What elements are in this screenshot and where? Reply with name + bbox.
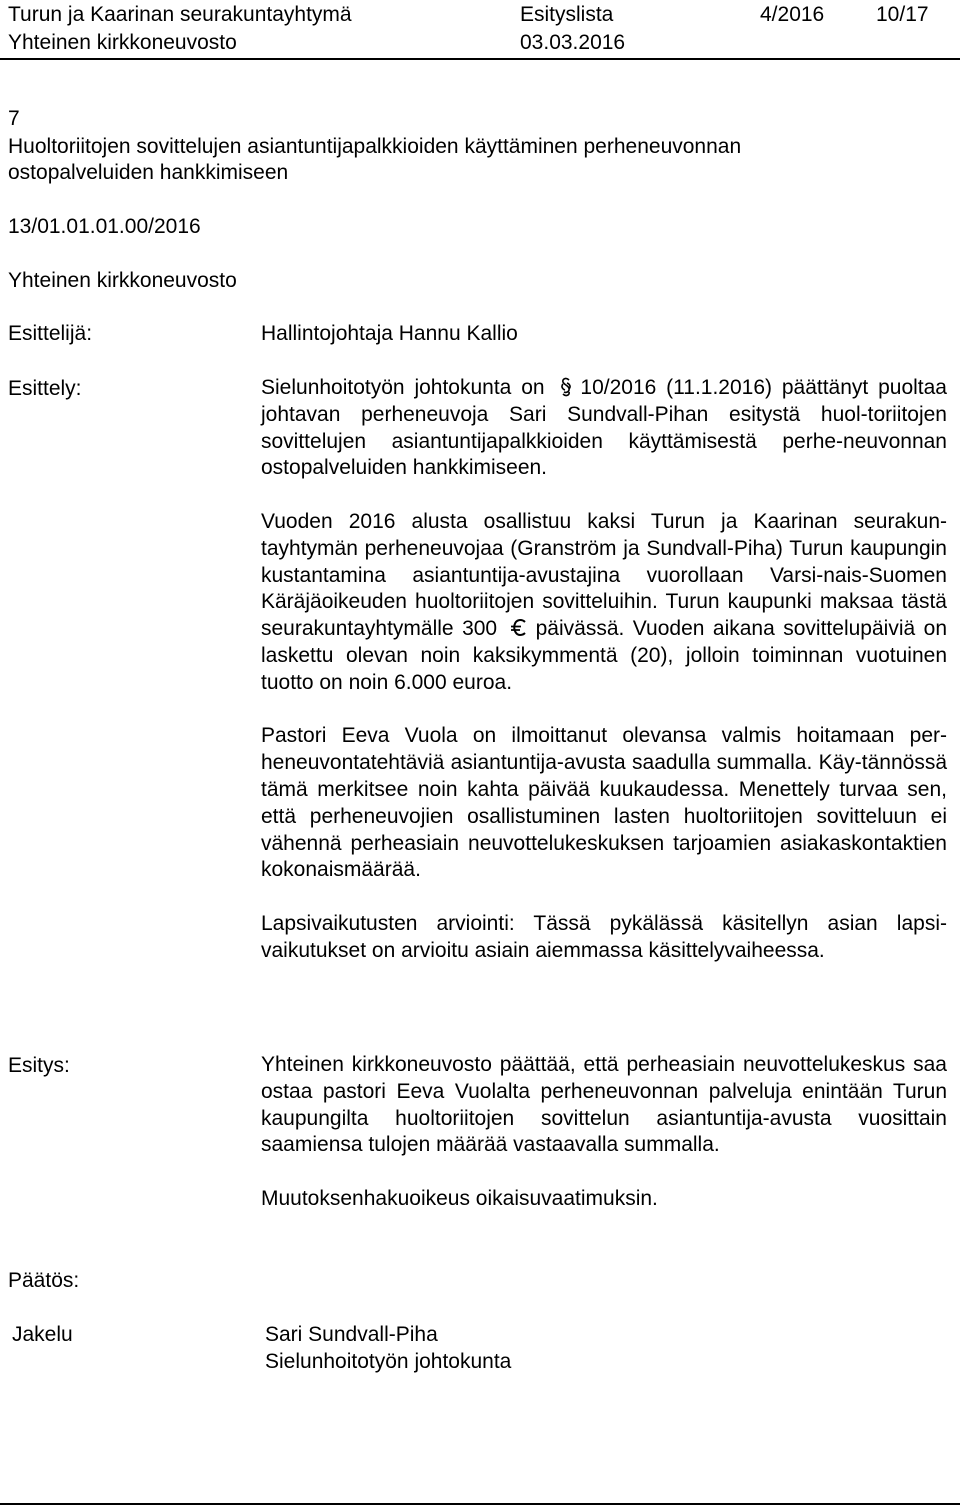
section-title-line2: ostopalveluiden hankkimiseen — [8, 161, 289, 184]
section-title-line1: Huoltoriitojen sovittelujen asiantuntijapalkkioiden käyttäminen perheneuvonnan — [8, 135, 742, 158]
header-page: 10/17 — [876, 3, 929, 26]
proposal-paragraph-2: Muutoksenhakuoikeus oikaisuvaatimuksin. — [261, 1186, 658, 1210]
presenter-value: Hallintojohtaja Hannu Kallio — [261, 322, 518, 345]
header-date: 03.03.2016 — [520, 31, 626, 54]
distribution-line2: Sielunhoitotyön johtokunta — [265, 1350, 512, 1373]
presentation-paragraph-2 — [261, 509, 947, 697]
decision-label: Päätös: — [8, 1269, 80, 1292]
presentation-text — [261, 375, 947, 965]
presentation-p1-start: Sielunhoitotyön johtokunta on — [261, 376, 545, 399]
presentation-paragraph-1 — [261, 375, 947, 482]
header-rule — [0, 58, 960, 60]
presentation-p2-start: Vuoden 2016 alusta osallistuu kaksi Turun ja Kaarinan seurakun-tayhtymän perheneuvojaa (Granström ja Sundvall-Piha) Turun kaupungin kustantamina asiantuntija-avustajina vuorollaan Varsi-nais-Suomen Käräjäoikeuden huoltoriitojen sovitteluihin. Turun kaupunki maksaa tästä seurakuntayhtymälle 300 — [261, 509, 947, 641]
section-number: 7 — [8, 107, 20, 130]
presentation-p2-end: päivässä. Vuoden aikana sovittelupäiviä on laskettu olevan noin kaksikymmentä (20), jolloin toiminnan vuotuinen tuotto on noin 6.000 euroa. — [261, 617, 947, 694]
euro-icon — [510, 618, 528, 638]
presentation-label: Esittely: — [8, 377, 82, 400]
section-sign-icon — [560, 377, 572, 397]
presentation-paragraph-3: Pastori Eeva Vuola on ilmoittanut olevansa valmis hoitamaan per-heneuvontatehtäviä asiantuntija-avusta saadulla summalla. Käy-tännössä tämä merkitsee noin kahta päivää kuukaudessa. Menettely turvaa sen, että perheneuvojien osallistuminen lasten huoltoriitojen sovitteluun ei vähennä perheasiain neuvottelukeskuksen tarjoamien asiakaskontaktien kokonaismäärää. — [261, 724, 947, 882]
proposal-label: Esitys: — [8, 1054, 70, 1077]
presentation-paragraph-4: Lapsivaikutusten arviointi: Tässä pykälässä käsitellyn asian lapsi-vaikutukset on arvioitu asiain aiemmassa käsittelyvaiheessa. — [261, 911, 947, 962]
page-header — [0, 0, 960, 60]
section-body: Yhteinen kirkkoneuvosto — [8, 269, 237, 292]
proposal-text — [261, 1052, 947, 1213]
header-doc-type: Esityslista — [520, 3, 614, 26]
header-org: Turun ja Kaarinan seurakuntayhtymä — [8, 3, 352, 26]
distribution-line1: Sari Sundvall-Piha — [265, 1323, 438, 1346]
presenter-label: Esittelijä: — [8, 322, 93, 345]
header-body: Yhteinen kirkkoneuvosto — [8, 31, 237, 54]
case-id: 13/01.01.01.00/2016 — [8, 215, 201, 238]
presentation-p1-end: 10/2016 (11.1.2016) päättänyt puoltaa johtavan perheneuvoja Sari Sundvall-Pihan esitystä huol-toriitojen sovittelujen asiantuntijapalkkioiden käyttämisestä perhe-neuvonnan ostopalveluiden hankkimiseen. — [261, 376, 947, 480]
header-issue: 4/2016 — [760, 3, 825, 26]
proposal-paragraph-1: Yhteinen kirkkoneuvosto päättää, että perheasiain neuvottelukeskus saa ostaa pastori Eeva Vuolalta perheneuvonnan palveluja enintään Turun kaupungilta huoltoriitojen sovittelun asiantuntija-avusta vuosittain saamiensa tulojen määrää vastaavalla summalla. — [261, 1053, 947, 1157]
footer-rule — [0, 1503, 960, 1505]
distribution-label: Jakelu — [12, 1323, 73, 1346]
